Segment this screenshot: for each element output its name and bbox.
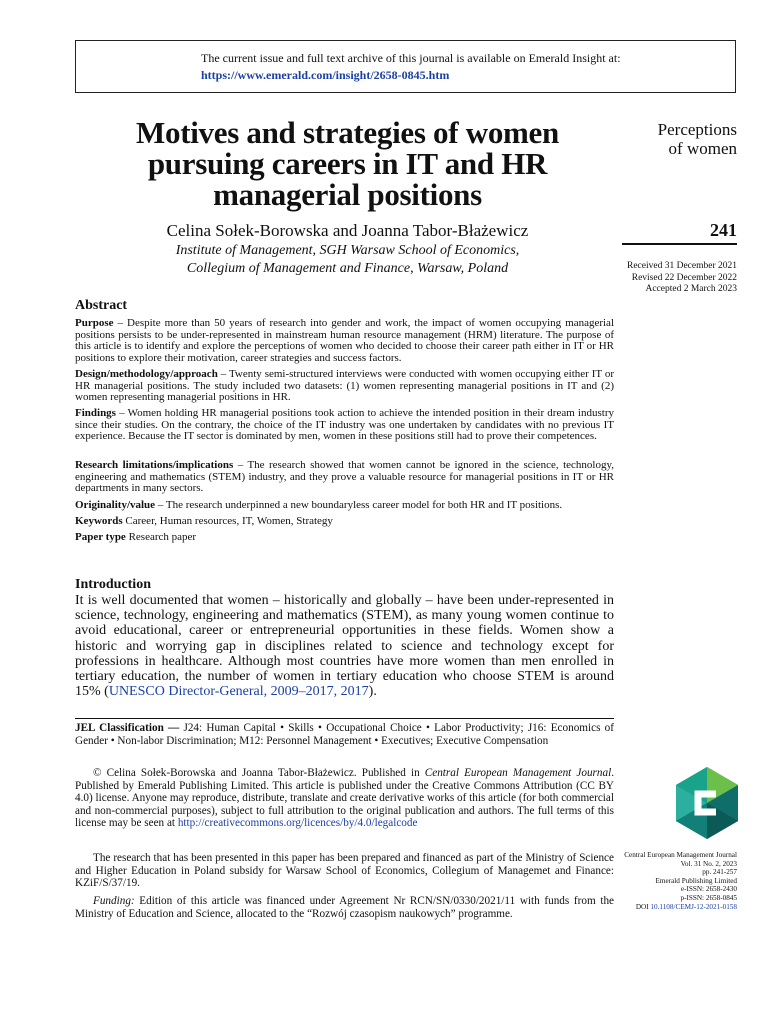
page-number-rule	[622, 243, 737, 245]
design-text: – Twenty semi-structured interviews were conducted with women occupying either IT or HR managerial positions. The study included two datasets: (1) women representing managerial positions in IT and (2) women representing managerial positions in HR.	[75, 368, 614, 404]
footnote-rule	[75, 718, 614, 719]
accepted-date: Accepted 2 March 2023	[645, 284, 737, 294]
journal-name-italic: Central European Management Journal	[424, 767, 612, 779]
keywords-text: Career, Human resources, IT, Women, Strategy	[122, 515, 333, 527]
funding-text: Edition of this article was financed under Agreement Nr RCN/SN/0330/2021/11 with funds from the Ministry of Education and Science, allocated to the “Rozwój czasopism naukowych” programme.	[75, 895, 614, 920]
design-label: Design/methodology/approach	[75, 368, 218, 380]
funding-label: Funding:	[93, 895, 135, 907]
received-date: Received 31 December 2021	[627, 261, 737, 271]
journal-volume: Vol. 31 No. 2, 2023	[680, 859, 737, 868]
citation-link[interactable]: UNESCO Director-General, 2009–2017, 2017	[108, 684, 369, 700]
purpose-label: Purpose	[75, 317, 114, 329]
abstract-design	[75, 369, 614, 404]
journal-eissn: e-ISSN: 2658-2430	[680, 885, 737, 894]
journal-doi	[600, 903, 737, 912]
jel-classification	[75, 722, 614, 747]
running-head	[622, 120, 737, 158]
running-head-line-2: of women	[668, 139, 737, 158]
limits-label: Research limitations/implications	[75, 459, 234, 471]
paper-type-label: Paper type	[75, 531, 126, 543]
keywords	[75, 516, 614, 528]
license-text-2: . Published by Emerald Publishing Limited. This article is published under the Creative Commons Attribution (CC BY 4.0) license. Anyone may reproduce, distribute, translate and create derivative works of this article (for both commercial and non-commercial purposes), subject to full attribution to the original publication and authors. The full terms of this license may be seen at	[75, 767, 614, 830]
intro-text: It is well documented that women – historically and globally – have been under-represented in science, technology, engineering and mathematics (STEM), as many young women continue to avoid educational, career or entrepreneurial opportunities in these fields. Women show a historic and worrying gap in disciplines related to science and technology except for professions in healthcare. Although most countries have more women than men enrolled in tertiary education, the number of women in tertiary education who choose STEM is around 15% (	[75, 593, 614, 700]
journal-name: Central European Management Journal	[624, 851, 737, 859]
paper-type-text: Research paper	[125, 531, 197, 543]
research-note: The research that has been presented in this paper has been prepared and financed as part of the Ministry of Science and Higher Education in Poland subsidy for Warsaw School of Economics, Collegium of Managemet and Finance: KZiF/S/37/19.	[75, 852, 614, 890]
introduction-paragraph	[75, 593, 614, 699]
funding-note	[75, 895, 614, 920]
page-number: 241	[710, 220, 737, 240]
findings-text: – Women holding HR managerial positions took action to achieve the intended position in their dream industry since their studies. On the contrary, the choice of the IT industry was one undertaken by candidates with no previous IT experience. Because the IT sector is dominated by men, women in these positions still had to prove their competences.	[75, 407, 614, 443]
abstract-originality	[75, 500, 614, 512]
paper-type	[75, 532, 614, 544]
availability-text: The current issue and full text archive of this journal is available on Emerald Insight at:	[201, 51, 621, 65]
orig-text: – The research underpinned a new boundaryless career model for both HR and IT positions.	[155, 499, 563, 511]
journal-pages: pp. 241-257	[702, 868, 737, 877]
article-title: Motives and strategies of women pursuing careers in IT and HR managerial positions	[136, 115, 559, 212]
purpose-text: – Despite more than 50 years of research into gender and work, the impact of women occupying managerial positions persists to be under-represented in mainstream human resource management (HRM) literature. The purpose of this article is to identify and explore the perceptions of women who decided to choose their career path either in IT or HR positions to explore their motivation, career strategies and success factors.	[75, 317, 614, 365]
journal-logo-icon	[676, 767, 738, 839]
jel-text: J24: Human Capital • Skills • Occupational Choice • Labor Productivity; J16: Economics of Gender • Non-labor Discrimination; M12: Personnel Management • Executives; Executive Compensation	[75, 722, 614, 747]
affiliation-line-2: Collegium of Management and Finance, Warsaw, Poland	[186, 261, 509, 276]
abstract-limitations	[75, 460, 614, 495]
findings-label: Findings	[75, 407, 116, 419]
journal-url-link[interactable]: https://www.emerald.com/insight/2658-0845.htm	[201, 68, 450, 82]
doi-label: DOI	[635, 902, 651, 911]
limits-text: – The research showed that women cannot be ignored in the science, technology, engineering and mathematics (STEM) industry, and they prove a valuable resource for managerial positions in IT or HR departments in many sectors.	[75, 459, 614, 495]
revised-date: Revised 22 December 2022	[631, 272, 737, 283]
license-url-link[interactable]: http://creativecommons.org/licences/by/4.0/legalcode	[177, 817, 418, 830]
journal-publisher: Emerald Publishing Limited	[655, 876, 737, 885]
affiliation-line-1: Institute of Management, SGH Warsaw School of Economics,	[175, 243, 520, 258]
abstract-findings	[75, 408, 614, 443]
journal-availability-box	[75, 40, 736, 93]
jel-label: JEL Classification —	[75, 722, 180, 734]
journal-pissn: p-ISSN: 2658-0845	[680, 893, 737, 902]
orig-label: Originality/value	[75, 499, 156, 511]
authors: Celina Sołek-Borowska and Joanna Tabor-Błażewicz	[166, 221, 529, 240]
abstract-purpose	[75, 318, 614, 365]
keywords-label: Keywords	[75, 515, 123, 527]
article-dates	[600, 261, 737, 296]
journal-info	[600, 851, 737, 911]
introduction-heading: Introduction	[75, 577, 151, 592]
license-text-1: © Celina Sołek-Borowska and Joanna Tabor-Błażewicz. Published in	[93, 767, 425, 779]
running-head-line-1: Perceptions	[657, 120, 737, 139]
abstract-heading: Abstract	[75, 298, 128, 313]
license-note	[75, 767, 614, 830]
intro-text-end: ).	[368, 684, 377, 700]
doi-link[interactable]: 10.1108/CEMJ-12-2021-0158	[650, 902, 737, 911]
